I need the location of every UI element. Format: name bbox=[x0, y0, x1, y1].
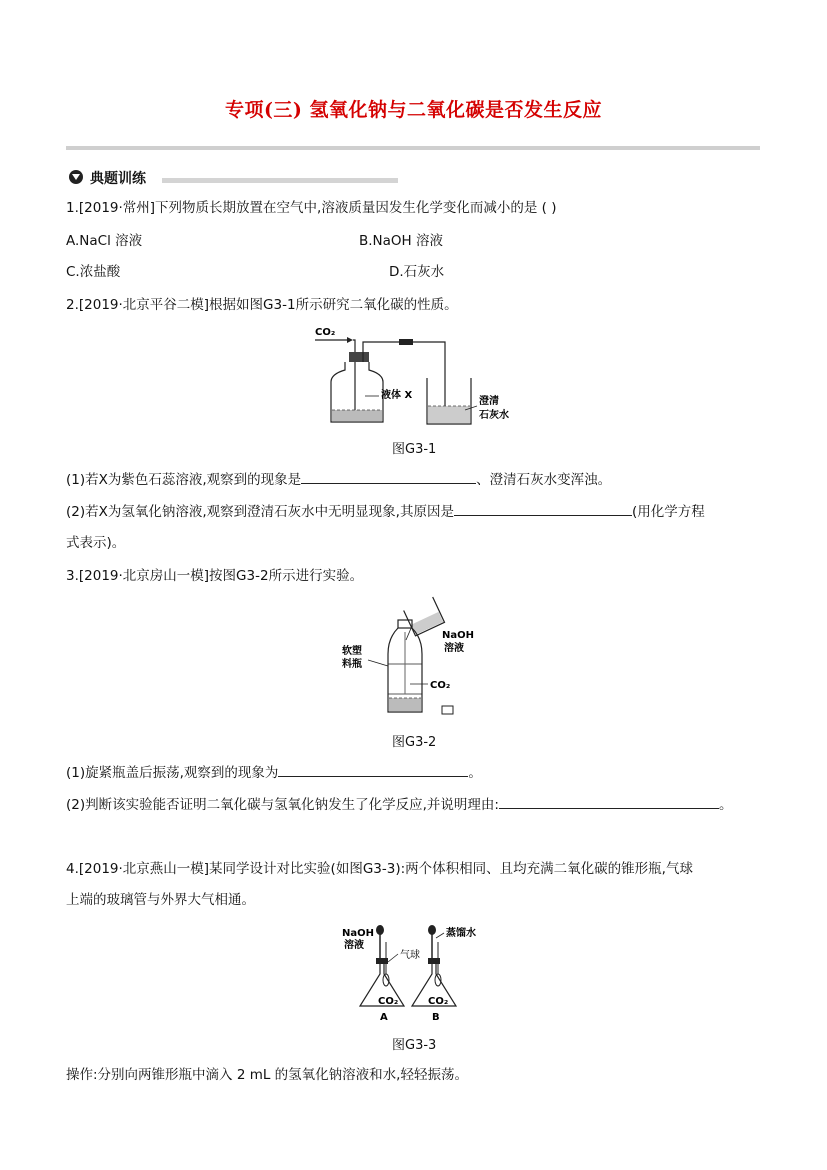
fig3-co2-b-label: CO₂ bbox=[428, 996, 449, 1007]
fig2-naoh-label-1: NaOH bbox=[442, 630, 474, 641]
q3-part2-answer-blank[interactable] bbox=[499, 795, 719, 809]
fig3-flask-a-label: A bbox=[380, 1012, 388, 1023]
q3-part1-text-a: (1)旋紧瓶盖后振荡,观察到的现象为 bbox=[66, 765, 279, 781]
fig1-limewater-label-1: 澄清 bbox=[479, 396, 499, 407]
section-label: 典题训练 bbox=[90, 171, 146, 187]
fig3-flask-b-label: B bbox=[432, 1012, 440, 1023]
q2-part2-continued: 式表示)。 bbox=[66, 535, 126, 551]
fig1-co2-label: CO₂ bbox=[315, 327, 336, 338]
figure-g3-1 bbox=[305, 322, 525, 432]
q3-part2-text-a: (2)判断该实验能否证明二氧化碳与氢氧化钠发生了化学反应,并说明理由: bbox=[66, 797, 499, 813]
q2-part2-answer-blank[interactable] bbox=[454, 502, 632, 516]
q3-stem: 3.[2019·北京房山一模]按图G3-2所示进行实验。 bbox=[66, 568, 364, 584]
q2-part2 bbox=[66, 502, 705, 521]
fig1-limewater-label-2: 石灰水 bbox=[479, 410, 509, 421]
q4-stem-line-2: 上端的玻璃管与外界大气相通。 bbox=[66, 892, 255, 908]
section-bar bbox=[162, 178, 398, 183]
q3-part1 bbox=[66, 763, 482, 782]
figure-g3-2 bbox=[330, 594, 490, 724]
figure-g3-1-caption: 图G3-1 bbox=[392, 442, 437, 457]
q2-part1-text-b: 、澄清石灰水变浑浊。 bbox=[476, 472, 612, 488]
fig3-naoh-label-1: NaOH bbox=[342, 928, 374, 939]
figure-g3-3 bbox=[340, 918, 500, 1028]
title-divider bbox=[66, 146, 760, 150]
q1-option-a: A.NaCl 溶液 bbox=[66, 233, 143, 249]
q3-part1-answer-blank[interactable] bbox=[278, 763, 468, 777]
q4-operation: 操作:分别向两锥形瓶中滴入 2 mL 的氢氧化钠溶液和水,轻轻振荡。 bbox=[66, 1067, 468, 1083]
fig2-naoh-label-2: 溶液 bbox=[444, 643, 464, 654]
fig3-water-label: 蒸馏水 bbox=[446, 928, 476, 939]
section-triangle-icon bbox=[69, 170, 83, 184]
q3-part2 bbox=[66, 795, 732, 814]
fig1-liquid-x-label: 液体 X bbox=[381, 390, 413, 401]
q2-part2-text-b: (用化学方程 bbox=[631, 504, 705, 520]
q2-part1-text-a: (1)若X为紫色石蕊溶液,观察到的现象是 bbox=[66, 472, 302, 488]
page-title: 专项(三) 氢氧化钠与二氧化碳是否发生反应 bbox=[224, 99, 603, 121]
fig2-co2-label: CO₂ bbox=[430, 680, 451, 691]
q1-option-c: C.浓盐酸 bbox=[66, 264, 121, 280]
fig2-bottle-label-1: 软塑 bbox=[342, 646, 362, 657]
q2-part1 bbox=[66, 470, 611, 489]
figure-g3-2-caption: 图G3-2 bbox=[392, 735, 437, 750]
q3-part2-text-b: 。 bbox=[718, 797, 733, 813]
q1-option-d: D.石灰水 bbox=[389, 264, 445, 280]
q2-stem: 2.[2019·北京平谷二模]根据如图G3-1所示研究二氧化碳的性质。 bbox=[66, 297, 458, 313]
fig3-co2-a-label: CO₂ bbox=[378, 996, 399, 1007]
q2-part2-text-a: (2)若X为氢氧化钠溶液,观察到澄清石灰水中无明显现象,其原因是 bbox=[66, 504, 454, 520]
fig2-bottle-label-2: 料瓶 bbox=[342, 659, 362, 670]
q1-option-b: B.NaOH 溶液 bbox=[359, 233, 443, 249]
figure-g3-3-caption: 图G3-3 bbox=[392, 1038, 437, 1053]
fig3-balloon-label: 气球 bbox=[400, 950, 420, 961]
q2-part1-answer-blank[interactable] bbox=[301, 470, 476, 484]
q3-part1-text-b: 。 bbox=[468, 765, 482, 781]
fig3-naoh-label-2: 溶液 bbox=[344, 940, 364, 951]
q4-stem-line-1: 4.[2019·北京燕山一模]某同学设计对比实验(如图G3-3):两个体积相同、且均充满二氧化碳的锥形瓶,气球 bbox=[66, 861, 693, 877]
q1-stem: 1.[2019·常州]下列物质长期放置在空气中,溶液质量因发生化学变化而减小的是 ( ) bbox=[66, 200, 557, 216]
